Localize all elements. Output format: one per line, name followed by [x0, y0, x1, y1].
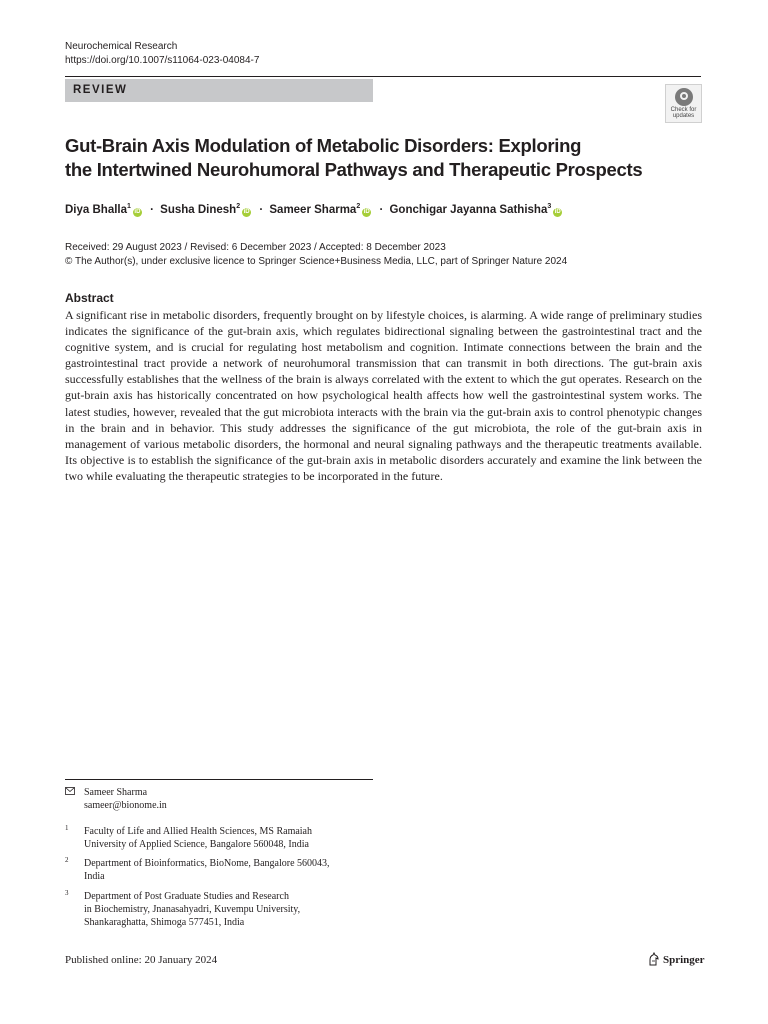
doi-link[interactable]: https://doi.org/10.1007/s11064-023-04084-7 [65, 55, 260, 66]
orcid-icon[interactable]: iD [554, 208, 561, 215]
article-history [65, 241, 567, 269]
check-for-updates-icon [675, 88, 693, 106]
corresponding-author-name: Sameer Sharma [84, 787, 148, 798]
footnote-rule [65, 779, 373, 780]
affiliation-line: Faculty of Life and Allied Health Sciences, MS Ramaiah [84, 826, 312, 837]
published-online-date: Published online: 20 January 2024 [65, 954, 218, 966]
journal-name: Neurochemical Research [65, 41, 178, 52]
orcid-icon[interactable]: iD [363, 208, 370, 215]
author-name[interactable]: Sameer Sharma [269, 203, 357, 216]
title-line-2: the Intertwined Neurohumoral Pathways and Therapeutic Prospects [65, 159, 643, 180]
abstract-heading: Abstract [65, 291, 114, 305]
author-affiliation-mark: 2 [356, 203, 361, 210]
author-separator: · [379, 203, 384, 216]
author-affiliation-mark: 1 [127, 203, 131, 210]
author-affiliation-mark: 3 [547, 203, 552, 210]
title-line-1: Gut-Brain Axis Modulation of Metabolic Disorders: Exploring [65, 135, 582, 156]
header-rule [65, 76, 701, 77]
article-title [65, 134, 665, 182]
affiliation-line: Department of Post Graduate Studies and Research [84, 891, 289, 902]
affiliation-line: in Biochemistry, Jnanasahyadri, Kuvempu University, [84, 904, 301, 915]
copyright-notice: © The Author(s), under exclusive licence to Springer Science+Business Media, LLC, part of Springer Nature 2024 [65, 256, 568, 267]
badge-line-2: updates [672, 113, 695, 119]
abstract-body: A significant rise in metabolic disorders, frequently brought on by lifestyle choices, is alarming. A wide range of preliminary studies indicates the significance of the gut-brain axis, which regulates bidirectional signaling between the gastrointestinal tract and the cognitive system, and is crucial for regulating host metabolism and cognition. Intimate connections between the brain and the gastrointestinal tract provide a network of neurohumoral transmission that can transmit in both directions. The gut-brain axis successfully establishes that the wellness of the brain is always correlated with the extent to which the gut operates. Research on the gut-brain axis has historically concentrated on how psychological health affects how well the gastrointestinal system works. The latest studies, however, revealed that the gut microbiota interacts with the brain via the gut-brain axis to control phenotypic changes in the brain and in behavior. This study addresses the significance of the gut microbiota, the role of the gut-brain axis in management of various metabolic disorders, the hormonal and neural signaling pathways and the therapeutic treatments available. Its objective is to establish the significance of the gut-brain axis in metabolic disorders accurately and examine the link between the two while evaluating the therapeutic strategies to be incorporated in the future. [65, 308, 702, 483]
publisher-logo [648, 952, 705, 966]
affiliation-number: 3 [65, 889, 69, 897]
orcid-icon[interactable]: iD [134, 208, 141, 215]
badge-line-1: Check for [670, 107, 697, 113]
envelope-icon [65, 787, 75, 795]
author-name[interactable]: Diya Bhalla [65, 203, 127, 216]
publisher-name: Springer [663, 954, 705, 966]
journal-header [65, 40, 259, 68]
affiliation-number: 1 [65, 824, 69, 832]
check-for-updates-badge[interactable] [665, 84, 702, 123]
affiliation-line: University of Applied Science, Bangalore 560048, India [84, 839, 309, 850]
corresponding-author-email[interactable]: sameer@bionome.in [84, 800, 167, 811]
orcid-icon[interactable]: iD [243, 208, 250, 215]
affiliation-line: India [84, 871, 105, 882]
affiliation-line: Shankaraghatta, Shimoga 577451, India [84, 917, 245, 928]
author-separator: · [259, 203, 264, 216]
author-name[interactable]: Gonchigar Jayanna Sathisha [389, 203, 548, 216]
author-name[interactable]: Susha Dinesh [160, 203, 237, 216]
affiliation-number: 2 [65, 856, 69, 864]
author-affiliation-mark: 2 [236, 203, 241, 210]
springer-horse-icon [648, 952, 660, 966]
affiliation-line: Department of Bioinformatics, BioNome, Bangalore 560043, [84, 858, 330, 869]
author-list [65, 203, 564, 217]
received-revised-accepted: Received: 29 August 2023 / Revised: 6 December 2023 / Accepted: 8 December 2023 [65, 242, 446, 253]
article-type-banner: REVIEW [65, 79, 373, 102]
author-separator: · [150, 203, 154, 216]
